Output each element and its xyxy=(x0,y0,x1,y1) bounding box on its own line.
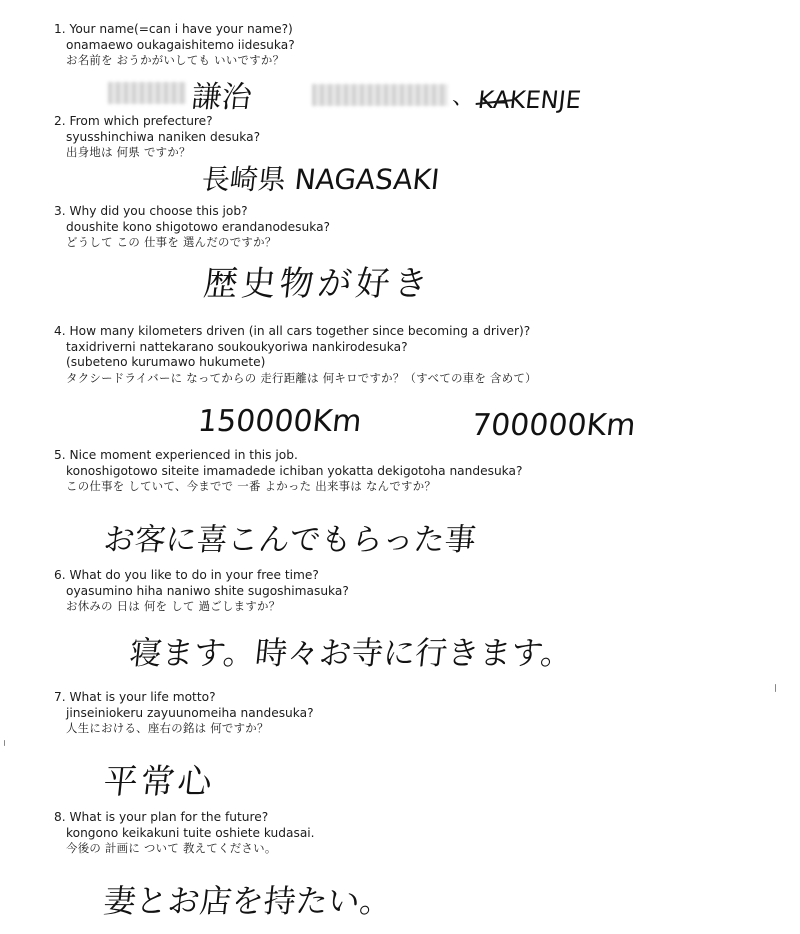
question-7-romaji: jinseiniokeru zayuunomeiha nandesuka? xyxy=(66,705,314,720)
scan-speck xyxy=(4,740,5,746)
answer-5-moment: お客に喜こんでもらった事 xyxy=(101,522,478,558)
answer-1-separator: 、 xyxy=(452,85,475,110)
scan-speck xyxy=(775,684,776,692)
question-4-romaji-note: (subeteno kurumawo hukumete) xyxy=(66,355,266,369)
question-6-english: 6. What do you like to do in your free time? xyxy=(54,568,319,582)
question-7-japanese: 人生における、座右の銘は 何ですか？ xyxy=(66,721,269,735)
question-3 xyxy=(54,204,330,251)
blurred-family-name-kanji xyxy=(108,82,186,104)
question-3-japanese: どうして この 仕事を 選んだのですか？ xyxy=(66,235,277,249)
question-6-japanese: お休みの 日は 何を して 過ごしますか？ xyxy=(66,599,281,613)
question-3-english: 3. Why did you choose this job? xyxy=(54,204,248,218)
question-5 xyxy=(54,448,522,495)
question-4-english: 4. How many kilometers driven (in all cars together since becoming a driver)? xyxy=(54,324,531,338)
question-2 xyxy=(54,114,260,161)
question-1-japanese: お名前を おうかがいしても いいですか？ xyxy=(66,53,285,67)
answer-1-struck-text: KA xyxy=(476,86,512,114)
question-2-romaji: syusshinchiwa naniken desuka? xyxy=(66,129,261,144)
answer-6-free-time: 寝ます。時々お寺に行きます。 xyxy=(127,634,575,672)
answer-8-plan: 妻とお店を持たい。 xyxy=(101,882,394,920)
question-4-romaji: taxidriverni nattekarano soukoukyoriwa nankirodesuka? xyxy=(66,339,408,354)
question-1 xyxy=(54,22,295,69)
answer-1-romaji xyxy=(477,86,583,114)
question-4 xyxy=(54,324,537,386)
answer-4-distance-alt: 700000Km xyxy=(470,408,638,443)
answer-4-distance: 150000Km xyxy=(196,404,364,439)
question-1-romaji: onamaewo oukagaishitemo iidesuka? xyxy=(66,37,295,52)
question-6-romaji: oyasumino hiha naniwo shite sugoshimasuka? xyxy=(66,583,349,598)
question-2-english: 2. From which prefecture? xyxy=(54,114,213,128)
question-8-english: 8. What is your plan for the future? xyxy=(54,810,269,824)
question-1-english: 1. Your name(=can i have your name?) xyxy=(54,22,293,36)
question-6 xyxy=(54,568,349,615)
question-5-romaji: konoshigotowo siteite imamadede ichiban yokatta dekigotoha nandesuka? xyxy=(66,463,523,478)
question-7-english: 7. What is your life motto? xyxy=(54,690,216,704)
question-3-romaji: doushite kono shigotowo erandanodesuka? xyxy=(66,219,331,234)
answer-1-name-kanji: 謙治 xyxy=(189,80,254,115)
answer-2-prefecture: 長崎県 NAGASAKI xyxy=(200,163,442,196)
blurred-family-name-romaji xyxy=(312,84,448,106)
answer-1-romaji-name: KENJE xyxy=(508,86,583,114)
answer-3-reason: 歴史物が好き xyxy=(201,264,434,304)
question-2-japanese: 出身地は 何県 ですか？ xyxy=(66,145,191,159)
question-8 xyxy=(54,810,315,857)
question-5-english: 5. Nice moment experienced in this job. xyxy=(54,448,298,462)
answer-7-motto: 平常心 xyxy=(101,762,217,802)
question-4-japanese: タクシードライバーに なってからの 走行距離は 何キロですか？（すべての車を 含めて） xyxy=(66,370,537,385)
question-8-romaji: kongono keikakuni tuite oshiete kudasai. xyxy=(66,825,315,840)
question-8-japanese: 今後の 計画に ついて 教えてください。 xyxy=(66,841,277,855)
question-5-japanese: この仕事を していて、今までで 一番 よかった 出来事は なんですか？ xyxy=(66,479,437,493)
question-7 xyxy=(54,690,314,737)
